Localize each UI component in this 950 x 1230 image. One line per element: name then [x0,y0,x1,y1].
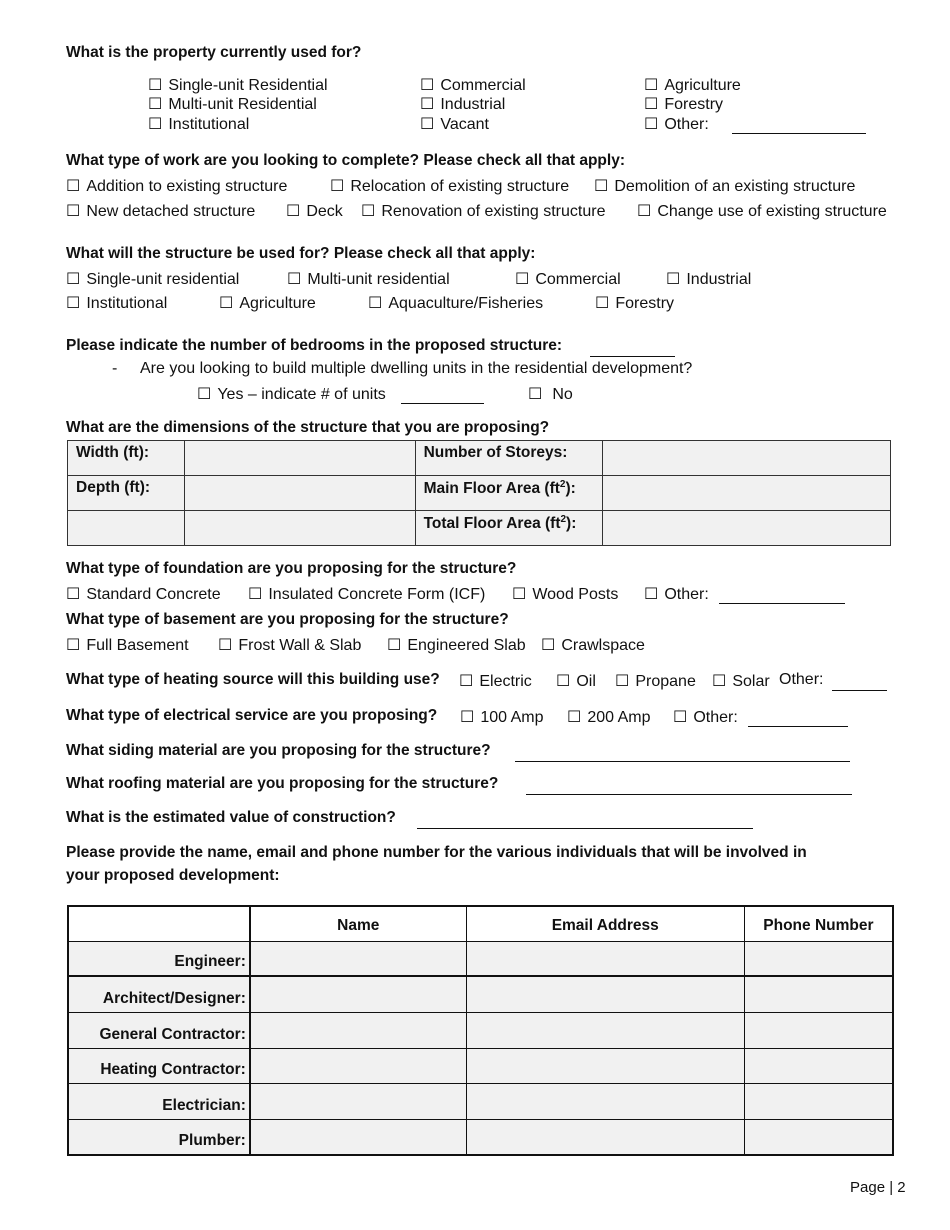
checkbox-commercial[interactable]: ☐ Commercial [420,77,526,94]
heating-question: What type of heating source will this building use? [66,671,440,688]
name-input[interactable] [250,941,466,976]
storeys-input[interactable] [603,441,891,476]
contacts-question-line2: your proposed development: [66,867,280,884]
name-input[interactable] [250,1119,466,1155]
header-email: Email Address [466,906,744,941]
table-row [68,1083,893,1119]
role-label: Plumber: [68,1119,250,1155]
checkbox-100-amp[interactable]: ☐ 100 Amp [460,709,544,726]
bedrooms-question: Please indicate the number of bedrooms in the proposed structure: [66,337,563,354]
checkbox-new-detached[interactable]: ☐ New detached structure [66,203,256,220]
checkbox-electrical-other[interactable]: ☐ Other: [673,709,738,726]
checkbox-su-commercial[interactable]: ☐ Commercial [515,271,621,288]
structure-use-question: What will the structure be used for? Please check all that apply: [66,245,536,262]
checkbox-foundation-other[interactable]: ☐ Other: [644,586,709,603]
dimensions-table [67,440,891,546]
checkbox-su-industrial[interactable]: ☐ Industrial [666,271,752,288]
property-use-question: What is the property currently used for? [66,44,362,61]
checkbox-full-basement[interactable]: ☐ Full Basement [66,637,189,654]
phone-input[interactable] [744,1083,893,1119]
email-input[interactable] [466,941,744,976]
role-label: General Contractor: [68,1012,250,1048]
total-floor-area-input[interactable] [603,511,891,546]
table-row [68,976,893,1012]
name-input[interactable] [250,976,466,1012]
checkbox-industrial[interactable]: ☐ Industrial [420,96,506,113]
checkbox-200-amp[interactable]: ☐ 200 Amp [567,709,651,726]
empty-label-cell [68,511,185,546]
storeys-label: Number of Storeys: [415,441,603,476]
checkbox-crawlspace[interactable]: ☐ Crawlspace [541,637,645,654]
email-input[interactable] [466,1119,744,1155]
table-row [68,941,893,976]
checkbox-engineered-slab[interactable]: ☐ Engineered Slab [387,637,526,654]
role-label: Architect/Designer: [68,976,250,1012]
checkbox-icf[interactable]: ☐ Insulated Concrete Form (ICF) [248,586,486,603]
value-field[interactable] [417,811,753,829]
property-other-field[interactable] [732,116,866,134]
bedrooms-field[interactable] [590,339,675,357]
email-input[interactable] [466,1048,744,1083]
checkbox-multi-unit-residential[interactable]: ☐ Multi-unit Residential [148,96,317,113]
table-row [68,1048,893,1083]
dimensions-question: What are the dimensions of the structure that you are proposing? [66,419,550,436]
work-type-question: What type of work are you looking to complete? Please check all that apply: [66,152,625,169]
depth-label: Depth (ft): [68,476,185,511]
checkbox-wood-posts[interactable]: ☐ Wood Posts [512,586,619,603]
checkbox-su-forestry[interactable]: ☐ Forestry [595,295,675,312]
contacts-question-line1: Please provide the name, email and phone number for the various individuals that will be involved in [66,844,807,861]
phone-input[interactable] [744,941,893,976]
checkbox-agriculture[interactable]: ☐ Agriculture [644,77,741,94]
heating-other-label: Other: [779,671,824,688]
name-input[interactable] [250,1083,466,1119]
checkbox-su-single-unit[interactable]: ☐ Single-unit residential [66,271,240,288]
foundation-question: What type of foundation are you proposing for the structure? [66,560,517,577]
checkbox-su-multi-unit[interactable]: ☐ Multi-unit residential [287,271,450,288]
phone-input[interactable] [744,1119,893,1155]
checkbox-single-unit-residential[interactable]: ☐ Single-unit Residential [148,77,328,94]
contacts-table [67,905,894,1156]
roofing-question: What roofing material are you proposing for the structure? [66,775,499,792]
heating-other-field[interactable] [832,673,887,691]
main-floor-area-label: Main Floor Area $(ft^2)$: [415,476,603,511]
table-row [68,1119,893,1155]
empty-input-cell [184,511,415,546]
checkbox-change-use[interactable]: ☐ Change use of existing structure [637,203,887,220]
checkbox-su-aquaculture[interactable]: ☐ Aquaculture/Fisheries [368,295,544,312]
value-question: What is the estimated value of construction? [66,809,396,826]
checkbox-standard-concrete[interactable]: ☐ Standard Concrete [66,586,221,603]
main-floor-area-input[interactable] [603,476,891,511]
name-input[interactable] [250,1012,466,1048]
phone-input[interactable] [744,976,893,1012]
checkbox-solar[interactable]: ☐ Solar [712,673,770,690]
roofing-field[interactable] [526,777,852,795]
electrical-other-field[interactable] [748,709,848,727]
basement-question: What type of basement are you proposing for the structure? [66,611,509,628]
table-row [68,1012,893,1048]
checkbox-forestry[interactable]: ☐ Forestry [644,96,724,113]
depth-input[interactable] [184,476,415,511]
checkbox-addition[interactable]: ☐ Addition to existing structure [66,178,288,195]
width-input[interactable] [184,441,415,476]
checkbox-institutional[interactable]: ☐ Institutional [148,116,250,133]
checkbox-relocation[interactable]: ☐ Relocation of existing structure [330,178,570,195]
multi-dwelling-question: Are you looking to build multiple dwelling units in the residential development? [140,360,693,377]
checkbox-frost-wall[interactable]: ☐ Frost Wall & Slab [218,637,362,654]
siding-question: What siding material are you proposing for the structure? [66,742,491,759]
checkbox-multi-dwelling-yes[interactable]: ☐ Yes – indicate # of units [197,386,386,403]
role-label: Heating Contractor: [68,1048,250,1083]
header-empty-cell [68,906,250,941]
checkbox-oil[interactable]: ☐ Oil [556,673,596,690]
phone-input[interactable] [744,1012,893,1048]
checkbox-multi-dwelling-no[interactable]: ☐ No [528,386,573,403]
header-name: Name [250,906,466,941]
phone-input[interactable] [744,1048,893,1083]
email-input[interactable] [466,1083,744,1119]
header-phone: Phone Number [744,906,893,941]
role-label: Electrician: [68,1083,250,1119]
name-input[interactable] [250,1048,466,1083]
checkbox-vacant[interactable]: ☐ Vacant [420,116,489,133]
width-label: Width (ft): [68,441,185,476]
multi-dwelling-dash: - [112,360,118,377]
checkbox-propane[interactable]: ☐ Propane [615,673,696,690]
checkbox-electric[interactable]: ☐ Electric [459,673,532,690]
email-input[interactable] [466,976,744,1012]
checkbox-deck[interactable]: ☐ Deck [286,203,343,220]
electrical-question: What type of electrical service are you proposing? [66,707,438,724]
email-input[interactable] [466,1012,744,1048]
role-label: Engineer: [68,941,250,976]
checkbox-demolition[interactable]: ☐ Demolition of an existing structure [594,178,856,195]
units-field[interactable] [401,386,484,404]
checkbox-su-institutional[interactable]: ☐ Institutional [66,295,168,312]
page-number: Page | 2 [850,1179,906,1196]
checkbox-su-agriculture[interactable]: ☐ Agriculture [219,295,316,312]
checkbox-property-other[interactable]: ☐ Other: [644,116,709,133]
checkbox-renovation[interactable]: ☐ Renovation of existing structure [361,203,606,220]
foundation-other-field[interactable] [719,586,845,604]
total-floor-area-label: Total Floor Area $(ft^2)$: [415,511,603,546]
siding-field[interactable] [515,744,850,762]
